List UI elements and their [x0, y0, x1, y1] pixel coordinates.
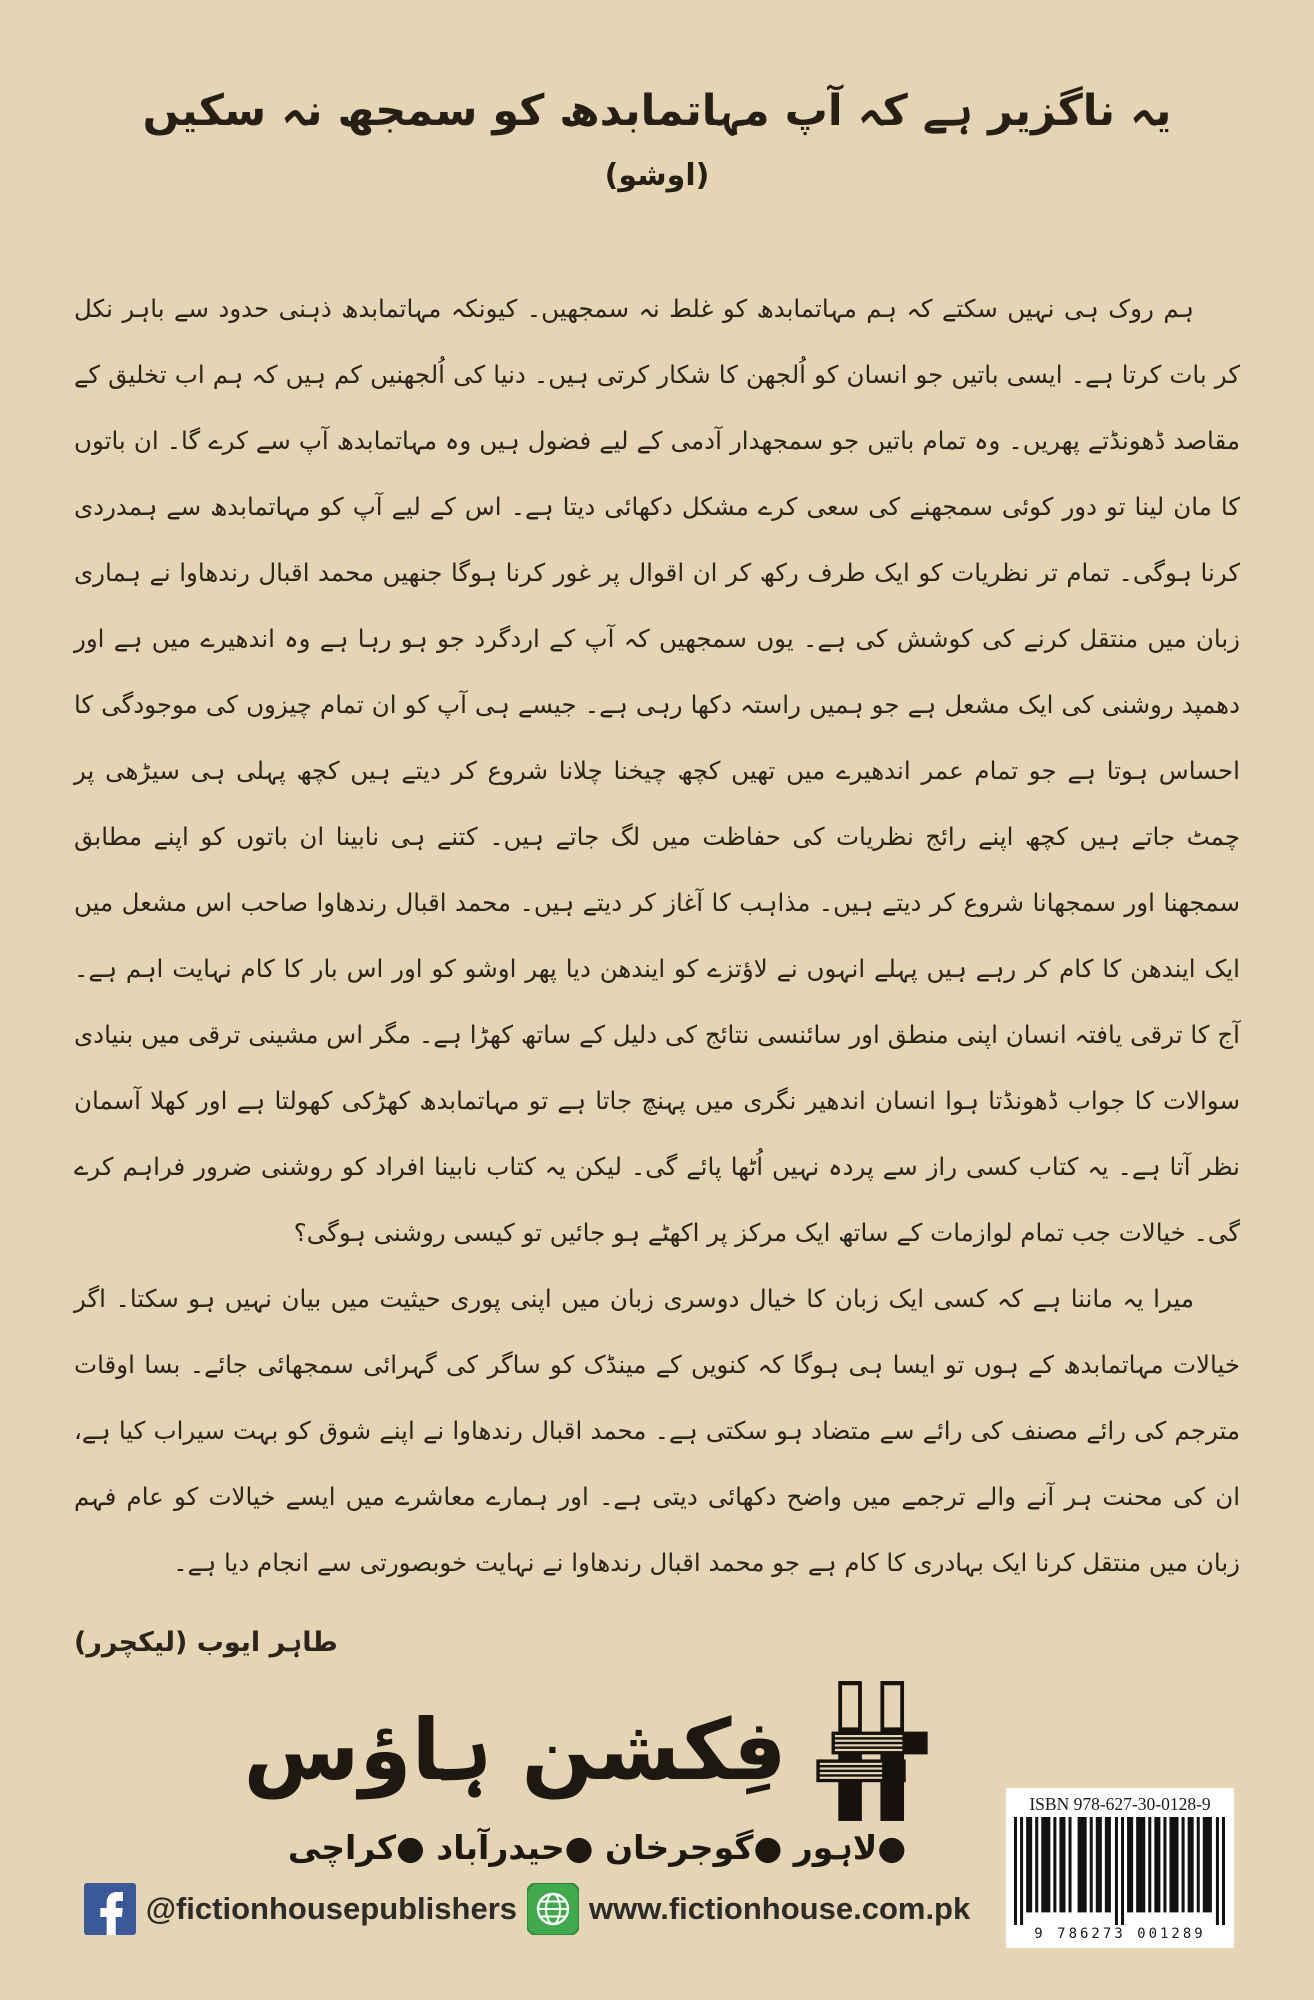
- globe-icon: [527, 1883, 579, 1935]
- facebook-icon: [84, 1883, 136, 1935]
- stacked-books-icon: [813, 1678, 931, 1824]
- social-row: [0, 1883, 1054, 1935]
- quote-block: [0, 86, 1314, 193]
- isbn-digits: 9 786273 001289: [1034, 1926, 1206, 1942]
- publisher-cities: ●لاہور ●گوجرخان ●حیدرآباد ●کراچی: [287, 1828, 907, 1867]
- reviewer-name: طاہر ایوب (لیکچرر): [74, 1627, 338, 1658]
- review-paragraph-2: میرا یہ ماننا ہے کہ کسی ایک زبان کا خیال دوسری زبان میں اپنی پوری حیثیت میں بیان نہیں ہو سکتا۔ اگر خیالات مہاتمابدھ کے ہوں تو ایسا ہی ہوگا کہ کنویں کے مینڈک کو ساگر کی گہرائی سمجھائی جائے۔ بسا اوقات مترجم کی رائے مصنف کی رائے سے متضاد ہو سکتی ہے۔ محمد اقبال رندھاوا نے اپنے شوق کو بہت سیراب کیا ہے، ان کی محنت ہر آنے والے ترجمے میں واضح دکھائی دیتی ہے۔ اور ہمارے معاشرے میں ایسے خیالات کو عام فہم زبان میں منتقل کرنا ایک بہادری کا کام ہے جو محمد اقبال رندھاوا نے نہایت خوبصورتی سے انجام دیا ہے۔: [74, 1284, 1240, 1577]
- isbn-block: [1006, 1788, 1234, 1948]
- review-paragraph-1: ہم روک ہی نہیں سکتے کہ ہم مہاتمابدھ کو غلط نہ سمجھیں۔ کیونکہ مہاتمابدھ ذہنی حدود سے باہر نکل کر بات کرتا ہے۔ ایسی باتیں جو انسان کو اُلجھن کا شکار کرتی ہیں۔ دنیا کی اُلجھنیں کم ہیں کہ ہم اب تخلیق کے مقاصد ڈھونڈتے پھریں۔ وہ تمام باتیں جو سمجھدار آدمی کے لیے فضول ہیں وہ مہاتمابدھ آپ سے کرے گا۔ ان باتوں کا مان لینا تو دور کوئی سمجھنے کی سعی کرے مشکل دکھائی دیتا ہے۔ اس کے لیے آپ کو مہاتمابدھ سے ہمدردی کرنا ہوگی۔ تمام تر نظریات کو ایک طرف رکھ کر ان اقوال پر غور کرنا ہوگا جنھیں محمد اقبال رندھاوا نے ہماری زبان میں منتقل کرنے کی کوشش کی ہے۔ یوں سمجھیں کہ آپ کے اردگرد جو ہو رہا ہے وہ اندھیرے میں ہے اور دھمپد روشنی کی ایک مشعل ہے جو ہمیں راستہ دکھا رہی ہے۔ جیسے ہی آپ کو ان تمام چیزوں کی موجودگی کا احساس ہوتا ہے جو تمام عمر اندھیرے میں تھیں کچھ چیخنا چلانا شروع کر دیتے ہیں کچھ پہلی ہی سیڑھی پر چمٹ جاتے ہیں کچھ اپنے رائج نظریات کی حفاظت میں لگ جاتے ہیں۔ کتنے ہی نابینا ان باتوں کو اپنے مطابق سمجھنا اور سمجھانا شروع کر دیتے ہیں۔ مذاہب کا آغاز کر دیتے ہیں۔ محمد اقبال رندھاوا صاحب اس مشعل میں ایک ایندھن کا کام کر رہے ہیں پہلے انہوں نے لاؤتزے کو ایندھن دیا پھر اوشو کو اور اس بار کا کام نہایت اہم ہے۔ آج کا ترقی یافتہ انسان اپنی منطق اور سائنسی نتائج کی دلیل کے ساتھ کھڑا ہے۔ مگر اس مشینی ترقی میں بنیادی سوالات کا جواب ڈھونڈتا ہوا انسان اندھیر نگری میں پہنچ جاتا ہے تو مہاتمابدھ کھڑکی کھولتا ہے اور کھلا آسمان نظر آتا ہے۔ یہ کتاب کسی راز سے پردہ نہیں اُٹھا پائے گی۔ لیکن یہ کتاب نابینا افراد کو روشنی ضرور فراہم کرے گی۔ خیالات جب تمام لوازمات کے ساتھ ایک مرکز پر اکھٹے ہو جائیں تو کیسی روشنی ہوگی؟: [74, 294, 1240, 1247]
- isbn-label: ISBN 978-627-30-0128-9: [1029, 1794, 1211, 1814]
- review-text-block: [74, 276, 1240, 1676]
- barcode: [1014, 1817, 1226, 1925]
- quote-heading: یہ ناگزیر ہے کہ آپ مہاتمابدھ کو سمجھ نہ سکیں: [142, 86, 1172, 136]
- website-url: www.fictionhouse.com.pk: [589, 1891, 971, 1926]
- quote-attribution: (اوشو): [604, 158, 710, 193]
- publisher-logo-row: [160, 1678, 1014, 1824]
- facebook-handle: @fictionhousepublishers: [145, 1891, 518, 1926]
- publisher-name: فِکشن ہاؤس: [243, 1701, 787, 1800]
